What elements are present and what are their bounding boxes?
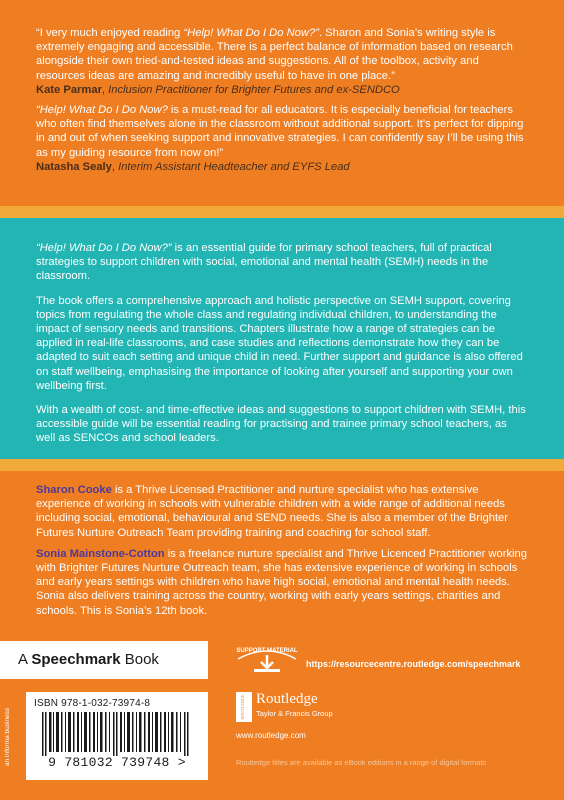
author-name: Sharon Cooke (36, 484, 112, 496)
publisher-website[interactable]: www.routledge.com (236, 731, 306, 740)
description-paragraph-1 (36, 241, 528, 284)
barcode-digits: 9 781032 739748 > (48, 755, 186, 770)
testimonial-2 (36, 103, 528, 174)
ebook-note: Routledge titles are available as eBook editions in a range of digital formats (236, 758, 487, 767)
bio-text: is a Thrive Licensed Practitioner and nurture specialist who has extensive experience of working in schools with vulnerable children with a wide range of additional needs including social, emotional, behavioural and SEND needs. She is also a member of the Brighter Futures Nurture Outreach Team providing training and coaching for school staff. (36, 484, 508, 539)
support-badge-label: SUPPORT MATERIAL (236, 648, 298, 654)
speechmark-imprint (0, 641, 208, 679)
testimonial-attribution: Natasha Sealy, Interim Assistant Headteacher and EYFS Lead (36, 160, 350, 173)
book-description (0, 218, 564, 459)
bio-text: is a freelance nurture specialist and Thrive Licenced Practitioner working with Brighter Futures Nurture Outreach team, she has extensive experience of working in schools and early years settings with children who have high social, emotional and mental health needs. Sonia also delivers training across the country, working with early years settings, charities and schools. This is Sonia’s 12th book. (36, 547, 527, 617)
description-paragraph-3: With a wealth of cost- and time-effective ideas and suggestions to support children with SEMH, this accessible guide will be essential reading for practising and trainee primary school teachers, as well as SENCOs and school leaders. (36, 404, 526, 445)
description-text: is an essential guide for primary school teachers, full of practical strategies to support children with social, emotional and mental health (SEMH) needs in the classroom. (36, 242, 492, 283)
publisher-name: Routledge (256, 691, 318, 707)
testimonial-attribution: Kate Parmar, Inclusion Practitioner for Brighter Futures and ex-SENDCO (36, 83, 400, 96)
testimonial-text: . Sharon and Sonia’s writing style is extremely engaging and accessible. There is a perfect balance of information based on research alongside their own tried-and-tested ideas and suggestions. All of the toolbox, activity and resources ideas are amazing and incredibly useful to have in one place.” (36, 27, 513, 82)
description-paragraph-2: The book offers a comprehensive approach and holistic perspective on SEMH support, covering topics from regulating the whole class and regulating individual children, to understanding the impact of sensory needs and transitions. Chapters illustrate how a range of strategies can be applied in real-life classrooms, and case studies and reflections demonstrate how they can be adapted to suit each setting and unique child in need. Further support and guidance is also offered on staff wellbeing, emphasising the importance of looking after yourself and supporting your own wellbeing first. (36, 294, 523, 392)
bio-sharon-cooke (36, 483, 528, 540)
book-title-italic: “Help! What Do I Do Now?” (183, 27, 319, 39)
author-name: Sonia Mainstone-Cotton (36, 547, 165, 560)
imprint-prefix: A (18, 651, 32, 668)
reviewer-name: Kate Parmar (36, 83, 102, 96)
bio-sonia-mainstone-cotton (36, 547, 528, 618)
book-title-italic: “Help! What Do I Do Now? (36, 104, 168, 117)
testimonial-text: is a must-read for all educators. It is especially beneficial for teachers who often find themselves alone in the classroom without additional support. It’s perfect for dipping in and out of when seeking support and innovative strategies. I can confidently say I’ll be using this as my guiding resource from now on!” (36, 104, 524, 159)
isbn-barcode-box (26, 692, 208, 780)
reviewer-role: Inclusion Practitioner for Brighter Futures and ex-SENDCO (108, 83, 400, 96)
support-material-url[interactable]: https://resourcecentre.routledge.com/speechmark (306, 659, 521, 669)
isbn-label: ISBN 978-1-032-73974-8 (34, 698, 151, 709)
routledge-logo-text: ROUTLEDGE (240, 694, 245, 720)
testimonials-section (0, 0, 564, 206)
support-material-icon (236, 641, 298, 675)
imprint-brand: Speechmark (31, 651, 121, 668)
book-title-italic: “Help! What Do I Do Now?” (36, 242, 172, 254)
testimonial-1 (36, 26, 528, 97)
author-bios (0, 471, 564, 625)
reviewer-role: Interim Assistant Headteacher and EYFS Lead (118, 160, 350, 173)
publisher-group: Taylor & Francis Group (256, 709, 333, 718)
routledge-logo-icon (236, 692, 252, 722)
divider-stripe (0, 206, 564, 218)
informa-side-text: an informa business (4, 707, 11, 767)
reviewer-name: Natasha Sealy (36, 160, 112, 173)
testimonial-text: “I very much enjoyed reading (36, 27, 184, 39)
divider-stripe (0, 459, 564, 471)
imprint-suffix: Book (120, 651, 159, 668)
barcode-icon (34, 712, 200, 756)
